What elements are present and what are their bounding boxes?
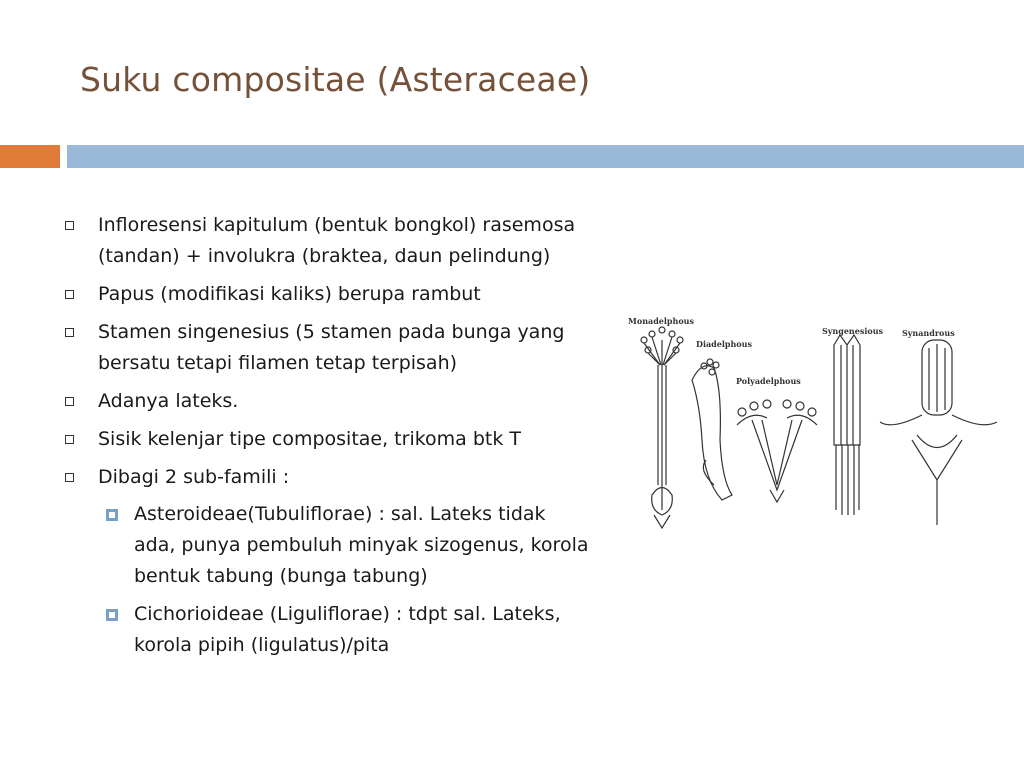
sub-bullet-item [98,499,592,592]
sub-bullet-list [98,499,592,661]
square-bullet-icon [65,221,74,230]
label-monadelphous: Monadelphous [628,316,694,326]
bullet-text: Dibagi 2 sub-famili : [98,466,290,488]
bullet-item [62,386,592,417]
square-bullet-icon [65,397,74,406]
slide-title: Suku compositae (Asteraceae) [80,60,591,99]
bullet-item [62,462,592,661]
sub-bullet-text: Asteroideae(Tubuliflorae) : sal. Lateks tidak ada, punya pembuluh minyak sizogenus, korola bentuk tabung (bunga tabung) [134,503,589,587]
synandrous-stamen-drawing [880,340,997,525]
square-bullet-icon [65,473,74,482]
label-polyadelphous: Polyadelphous [736,376,801,386]
accent-bar-blue [67,145,1024,168]
bullet-text: Adanya lateks. [98,390,239,412]
stamen-types-illustration [622,310,1004,535]
bullet-item [62,279,592,310]
bullet-item [62,424,592,455]
bullet-text: Sisik kelenjar tipe compositae, trikoma btk T [98,428,522,450]
label-synandrous: Synandrous [902,328,955,338]
bullet-text: Stamen singenesius (5 stamen pada bunga yang bersatu tetapi filamen tetap terpisah) [98,321,565,374]
bullet-item [62,317,592,379]
accent-bar-orange [0,145,60,168]
square-bullet-icon [65,435,74,444]
label-syngenesious: Syngenesious [822,326,884,336]
bullet-text: Infloresensi kapitulum (bentuk bongkol) rasemosa (tandan) + involukra (braktea, daun pelindung) [98,214,576,267]
sub-bullet-item [98,599,592,661]
diadelphous-stamen-drawing [692,359,732,500]
square-bullet-icon [65,290,74,299]
label-diadelphous: Diadelphous [696,339,752,349]
bullet-text: Papus (modifikasi kaliks) berupa rambut [98,283,481,305]
filled-square-bullet-icon [106,509,118,521]
square-bullet-icon [65,328,74,337]
monadelphous-stamen-drawing [641,327,683,528]
bullet-list [62,210,592,668]
syngenesious-stamen-drawing [834,335,860,515]
sub-bullet-text: Cichorioideae (Liguliflorae) : tdpt sal. Lateks, korola pipih (ligulatus)/pita [134,603,561,656]
polyadelphous-stamen-drawing [737,400,817,502]
bullet-item [62,210,592,272]
filled-square-bullet-icon [106,609,118,621]
